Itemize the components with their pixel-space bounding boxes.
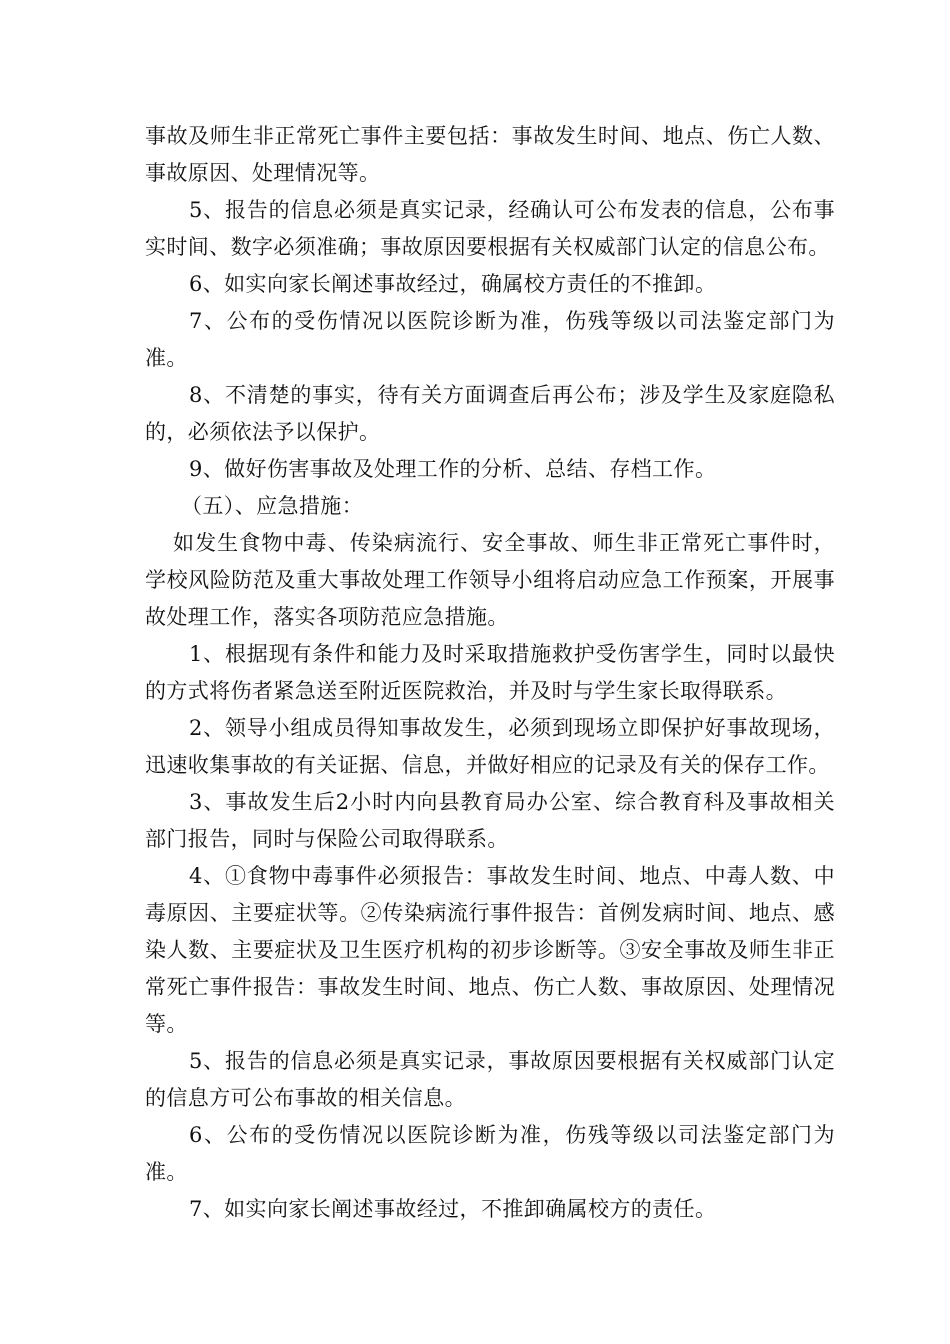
paragraph-emergency-intro: 如发生食物中毒、传染病流行、安全事故、师生非正常死亡事件时，学校风险防范及重大事故处理工作领导小组将启动应急工作预案，开展事故处理工作，落实各项防范应急措施。 [145, 531, 835, 629]
paragraph-item-8: 8、不清楚的事实，待有关方面调查后再公布；涉及学生及家庭隐私的，必须依法予以保护。 [145, 383, 835, 444]
paragraph-measure-2: 2、领导小组成员得知事故发生，必须到现场立即保护好事故现场，迅速收集事故的有关证据、信息，并做好相应的记录及有关的保存工作。 [145, 716, 835, 777]
paragraph-measure-3: 3、事故发生后2小时内向县教育局办公室、综合教育科及事故相关部门报告，同时与保险公司取得联系。 [145, 790, 835, 851]
paragraph-item-6-first: 6、如实向家长阐述事故经过，确属校方责任的不推卸。 [189, 272, 717, 296]
paragraph-continuation: 事故及师生非正常死亡事件主要包括：事故发生时间、地点、伤亡人数、事故原因、处理情况等。 [145, 124, 835, 185]
paragraph-item-5-first: 5、报告的信息必须是真实记录，经确认可公布发表的信息，公布事实时间、数字必须准确；事故原因要根据有关权威部门认定的信息公布。 [145, 198, 835, 259]
paragraph-measure-7: 7、如实向家长阐述事故经过，不推卸确属校方的责任。 [189, 1197, 717, 1221]
paragraph-measure-1: 1、根据现有条件和能力及时采取措施救护受伤害学生，同时以最快的方式将伤者紧急送至附近医院救治，并及时与学生家长取得联系。 [145, 642, 835, 703]
document-body [145, 118, 835, 1228]
paragraph-measure-6: 6、公布的受伤情况以医院诊断为准，伤残等级以司法鉴定部门为准。 [145, 1123, 835, 1184]
paragraph-item-9: 9、做好伤害事故及处理工作的分析、总结、存档工作。 [189, 457, 717, 481]
paragraph-measure-5: 5、报告的信息必须是真实记录，事故原因要根据有关权威部门认定的信息方可公布事故的相关信息。 [145, 1049, 835, 1110]
paragraph-measure-4: 4、①食物中毒事件必须报告：事故发生时间、地点、中毒人数、中毒原因、主要症状等。②传染病流行事件报告：首例发病时间、地点、感染人数、主要症状及卫生医疗机构的初步诊断等。③安全事故及师生非正常死亡事件报告：事故发生时间、地点、伤亡人数、事故原因、处理情况等。 [145, 864, 835, 1036]
section-heading-emergency: （五）、应急措施： [181, 494, 364, 518]
paragraph-item-7-first: 7、公布的受伤情况以医院诊断为准，伤残等级以司法鉴定部门为准。 [145, 309, 835, 370]
